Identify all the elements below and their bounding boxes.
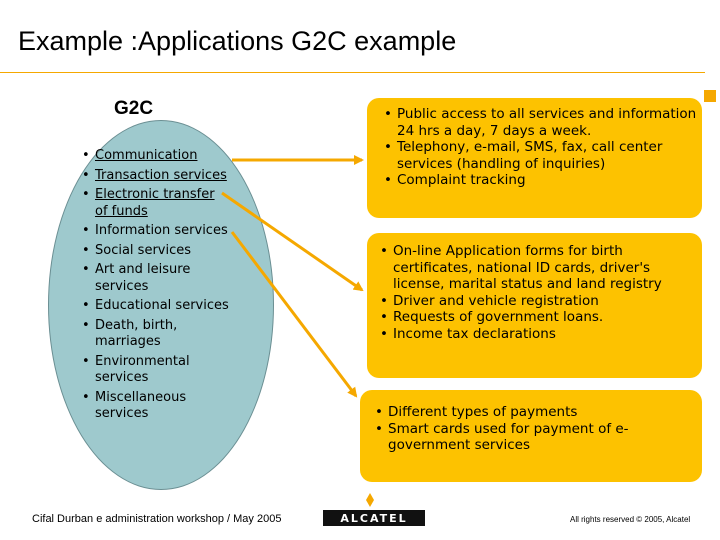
list-item: • On-line Application forms for birth certificates, national ID cards, driver's license, marital status and land registry	[377, 243, 698, 293]
g2c-label: G2C	[114, 98, 154, 119]
list-item: • Smart cards used for payment of e-government services	[372, 421, 698, 454]
list-item: • Different types of payments	[372, 404, 698, 421]
list-item: • Electronic transfer of funds	[80, 187, 230, 220]
footer-copyright: All rights reserved © 2005, Alcatel	[570, 515, 691, 524]
list-item: • Transaction services	[80, 168, 230, 185]
footer-workshop-text: Cifal Durban e administration workshop / May 2005	[32, 513, 282, 525]
list-item: • Income tax declarations	[377, 326, 698, 343]
list-item: • Requests of government loans.	[377, 309, 698, 326]
list-item: • Miscellaneous services	[80, 390, 230, 423]
arrow-to-box3	[232, 232, 356, 396]
payments-box	[360, 390, 702, 482]
list-item: • Communication	[80, 148, 230, 165]
services-access-box	[367, 98, 702, 218]
list-item: • Public access to all services and information 24 hrs a day, 7 days a week.	[381, 106, 698, 139]
arrow-to-box2	[222, 193, 362, 290]
online-application-box	[367, 233, 702, 378]
list-item: • Information services	[80, 223, 230, 240]
list-item: • Complaint tracking	[381, 172, 698, 189]
list-item: • Telephony, e-mail, SMS, fax, call center services (handling of inquiries)	[381, 139, 698, 172]
list-item: • Art and leisure services	[80, 262, 230, 295]
list-item: • Death, birth, marriages	[80, 318, 230, 351]
list-item: • Social services	[80, 243, 230, 260]
list-item: • Environmental services	[80, 354, 230, 387]
list-item: • Educational services	[80, 298, 230, 315]
slide-title: Example :Applications G2C example	[18, 26, 457, 56]
alcatel-logo: ALCATEL	[323, 510, 425, 526]
list-item: • Driver and vehicle registration	[377, 293, 698, 310]
alcatel-logo-mark-icon	[352, 492, 388, 508]
